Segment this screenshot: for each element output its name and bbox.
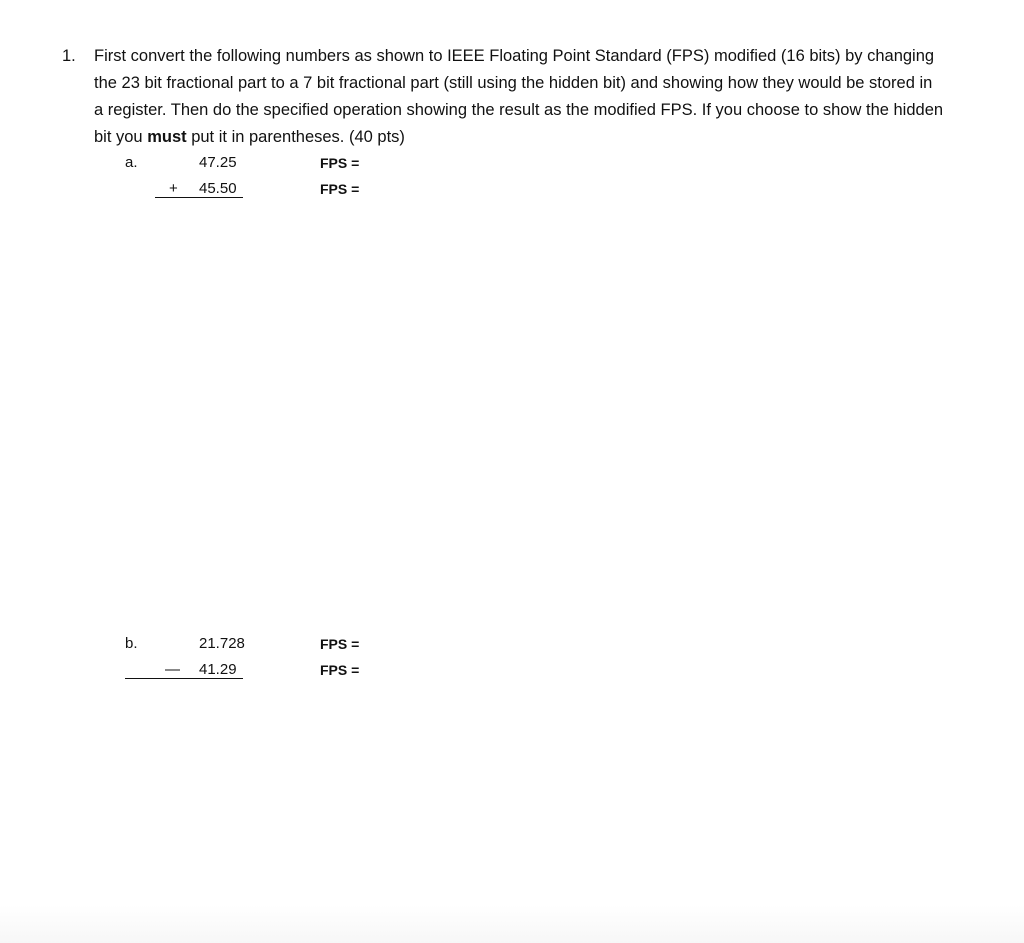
part-a-operator: + bbox=[169, 180, 178, 197]
part-b-operator: — bbox=[165, 661, 180, 678]
part-b-fps1: FPS = bbox=[320, 636, 360, 652]
part-b-fps2: FPS = bbox=[320, 662, 360, 678]
question-text-part2: put it in parentheses. (40 pts) bbox=[186, 128, 405, 146]
part-a-fps2: FPS = bbox=[320, 181, 360, 197]
part-b-value2: 41.29 bbox=[199, 661, 237, 678]
part-a-label: a. bbox=[125, 154, 138, 171]
question-text bbox=[94, 43, 944, 151]
part-b-difference-line bbox=[125, 678, 243, 679]
part-a-sum-line bbox=[155, 197, 243, 198]
part-b-label: b. bbox=[125, 635, 138, 652]
question-number: 1. bbox=[62, 47, 76, 65]
question-text-part1: First convert the following numbers as shown to IEEE Floating Point Standard (FPS) modified (16 bits) by changing the 23 bit fractional part to a 7 bit fractional part (still using the hidden bit) and showing how they would be stored in a register. Then do the specified operation showing the result as the modified FPS. If you choose to show the hidden bit you bbox=[94, 47, 944, 146]
part-b-value1: 21.728 bbox=[199, 635, 245, 652]
part-a-fps1: FPS = bbox=[320, 155, 360, 171]
question-text-bold: must bbox=[147, 128, 187, 146]
part-a-value2: 45.50 bbox=[199, 180, 237, 197]
part-a-value1: 47.25 bbox=[199, 154, 237, 171]
